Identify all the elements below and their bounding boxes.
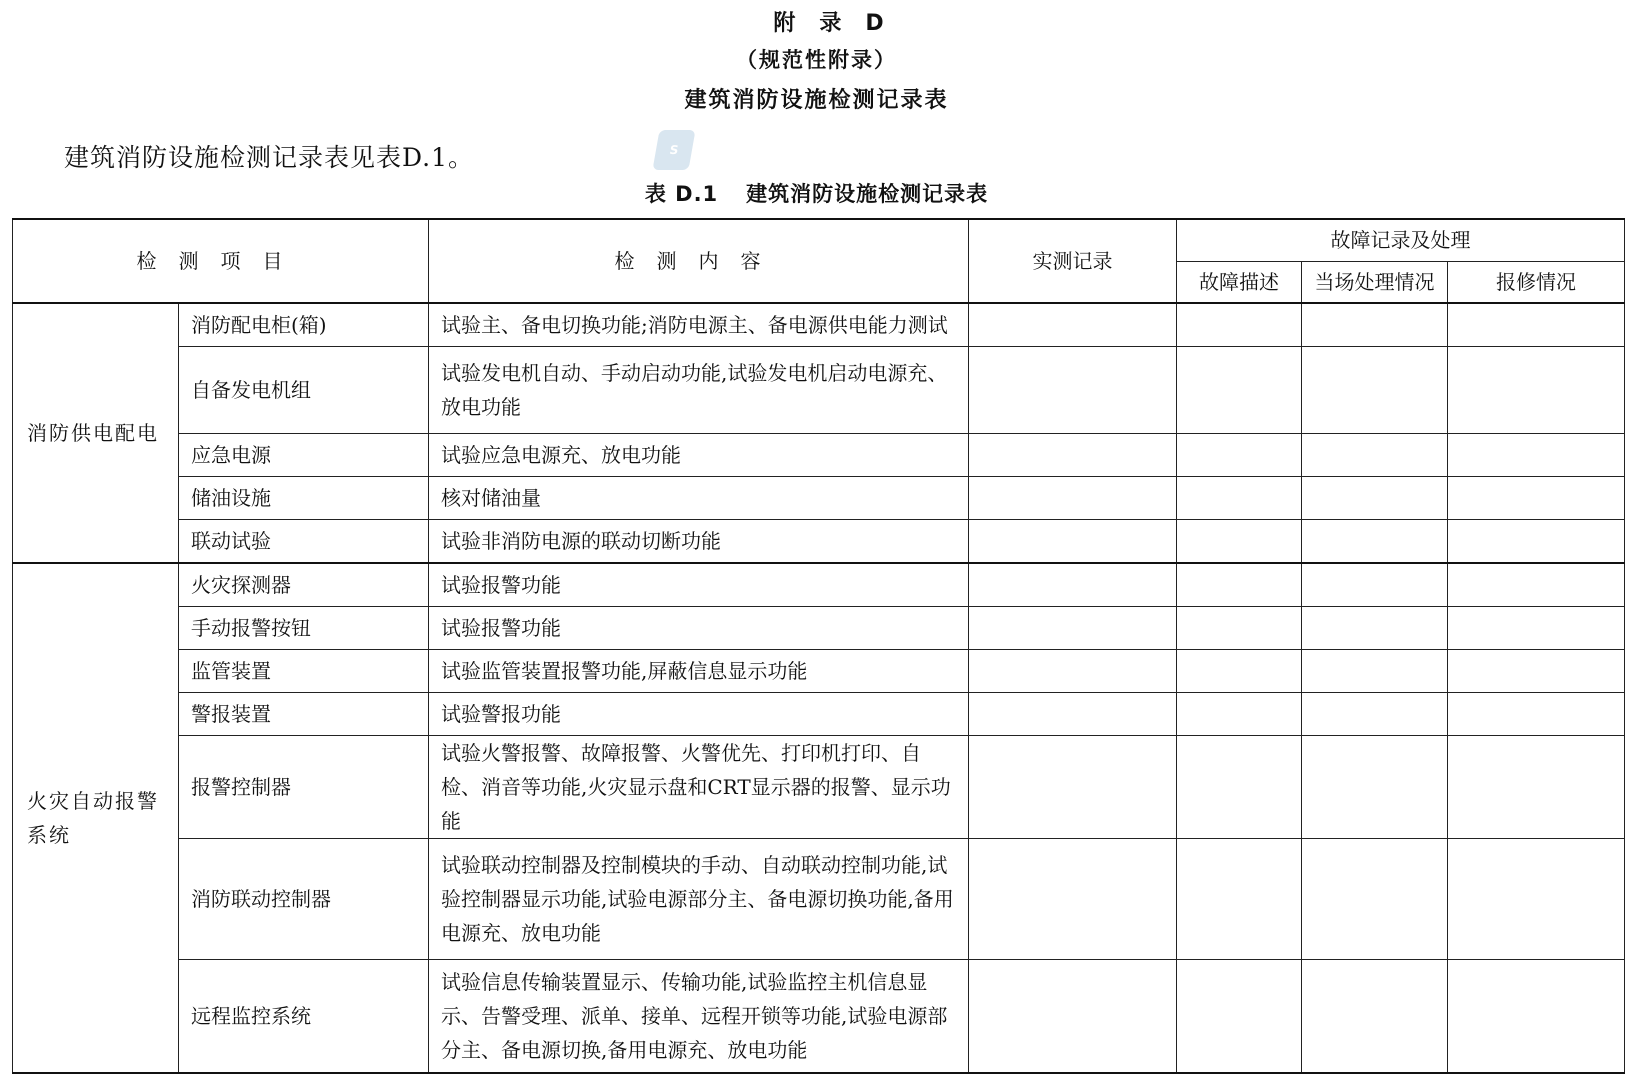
record-cell[interactable] [969,607,1177,650]
fault-desc-cell[interactable] [1177,736,1302,839]
item-cell: 报警控制器 [179,736,429,839]
header-item: 检测项目 [13,219,429,303]
watermark-logo-icon: S [652,130,695,170]
fault-desc-cell[interactable] [1177,520,1302,564]
onsite-cell[interactable] [1302,839,1448,960]
category-cell: 消防供电配电 [13,303,179,563]
onsite-cell[interactable] [1302,607,1448,650]
content-cell: 试验报警功能 [429,607,969,650]
record-cell[interactable] [969,736,1177,839]
content-cell: 试验监管装置报警功能,屏蔽信息显示功能 [429,650,969,693]
repair-cell[interactable] [1448,839,1625,960]
record-cell[interactable] [969,477,1177,520]
record-cell[interactable] [969,650,1177,693]
appendix-title: 建筑消防设施检测记录表 [684,88,949,113]
content-cell: 试验报警功能 [429,563,969,607]
table-row [13,650,1625,693]
onsite-cell[interactable] [1302,736,1448,839]
table-row [13,347,1625,434]
table-title: 建筑消防设施检测记录表 [746,182,989,206]
header-record: 实测记录 [969,219,1177,303]
table-number: 表 D.1 [644,182,719,206]
content-cell: 试验联动控制器及控制模块的手动、自动联动控制功能,试验控制器显示功能,试验电源部分主、备电源切换功能,备用电源充、放电功能 [429,839,969,960]
record-cell[interactable] [969,434,1177,477]
table-row [13,563,1625,607]
table-row [13,477,1625,520]
content-cell: 试验发电机自动、手动启动功能,试验发电机启动电源充、放电功能 [429,347,969,434]
content-cell: 试验火警报警、故障报警、火警优先、打印机打印、自检、消音等功能,火灾显示盘和CRT显示器的报警、显示功能 [429,736,969,839]
repair-cell[interactable] [1448,650,1625,693]
content-cell: 试验主、备电切换功能;消防电源主、备电源供电能力测试 [429,303,969,347]
table-row [13,960,1625,1074]
onsite-cell[interactable] [1302,960,1448,1074]
category-cell: 火灾自动报警系统 [13,563,179,1073]
table-row [13,693,1625,736]
table-row [13,520,1625,564]
item-cell: 消防配电柜(箱) [179,303,429,347]
item-cell: 自备发电机组 [179,347,429,434]
appendix-label: 附录D [773,11,908,36]
fault-desc-cell[interactable] [1177,434,1302,477]
item-cell: 火灾探测器 [179,563,429,607]
record-cell[interactable] [969,347,1177,434]
onsite-cell[interactable] [1302,693,1448,736]
record-cell[interactable] [969,520,1177,564]
repair-cell[interactable] [1448,607,1625,650]
content-cell: 核对储油量 [429,477,969,520]
appendix-note: （规范性附录） [736,48,897,72]
record-cell[interactable] [969,960,1177,1074]
inspection-record-table [12,218,1625,1074]
table-row [13,434,1625,477]
onsite-cell[interactable] [1302,650,1448,693]
onsite-cell[interactable] [1302,347,1448,434]
record-cell[interactable] [969,303,1177,347]
fault-desc-cell[interactable] [1177,563,1302,607]
content-cell: 试验非消防电源的联动切断功能 [429,520,969,564]
repair-cell[interactable] [1448,563,1625,607]
table-row [13,607,1625,650]
repair-cell[interactable] [1448,477,1625,520]
item-cell: 远程监控系统 [179,960,429,1074]
fault-desc-cell[interactable] [1177,303,1302,347]
fault-desc-cell[interactable] [1177,650,1302,693]
repair-cell[interactable] [1448,960,1625,1074]
table-row [13,736,1625,839]
item-cell: 手动报警按钮 [179,607,429,650]
repair-cell[interactable] [1448,693,1625,736]
record-cell[interactable] [969,693,1177,736]
fault-desc-cell[interactable] [1177,477,1302,520]
fault-desc-cell[interactable] [1177,839,1302,960]
item-cell: 联动试验 [179,520,429,564]
fault-desc-cell[interactable] [1177,960,1302,1074]
content-cell: 试验信息传输装置显示、传输功能,试验监控主机信息显示、告警受理、派单、接单、远程开锁等功能,试验电源部分主、备电源切换,备用电源充、放电功能 [429,960,969,1074]
header-fault-desc: 故障描述 [1177,261,1302,303]
item-cell: 警报装置 [179,693,429,736]
onsite-cell[interactable] [1302,520,1448,564]
onsite-cell[interactable] [1302,563,1448,607]
table-caption [0,178,1633,208]
table-row [13,303,1625,347]
repair-cell[interactable] [1448,736,1625,839]
onsite-cell[interactable] [1302,303,1448,347]
record-cell[interactable] [969,839,1177,960]
table-row [13,839,1625,960]
fault-desc-cell[interactable] [1177,607,1302,650]
item-cell: 储油设施 [179,477,429,520]
header-content: 检测内容 [429,219,969,303]
fault-desc-cell[interactable] [1177,693,1302,736]
intro-text: 建筑消防设施检测记录表见表D.1。 [64,143,475,172]
content-cell: 试验警报功能 [429,693,969,736]
content-cell: 试验应急电源充、放电功能 [429,434,969,477]
item-cell: 应急电源 [179,434,429,477]
header-repair: 报修情况 [1448,261,1625,303]
record-cell[interactable] [969,563,1177,607]
item-cell: 消防联动控制器 [179,839,429,960]
repair-cell[interactable] [1448,520,1625,564]
onsite-cell[interactable] [1302,477,1448,520]
header-fault: 故障记录及处理 [1177,219,1625,261]
item-cell: 监管装置 [179,650,429,693]
repair-cell[interactable] [1448,347,1625,434]
onsite-cell[interactable] [1302,434,1448,477]
repair-cell[interactable] [1448,303,1625,347]
repair-cell[interactable] [1448,434,1625,477]
header-onsite: 当场处理情况 [1302,261,1448,303]
fault-desc-cell[interactable] [1177,347,1302,434]
